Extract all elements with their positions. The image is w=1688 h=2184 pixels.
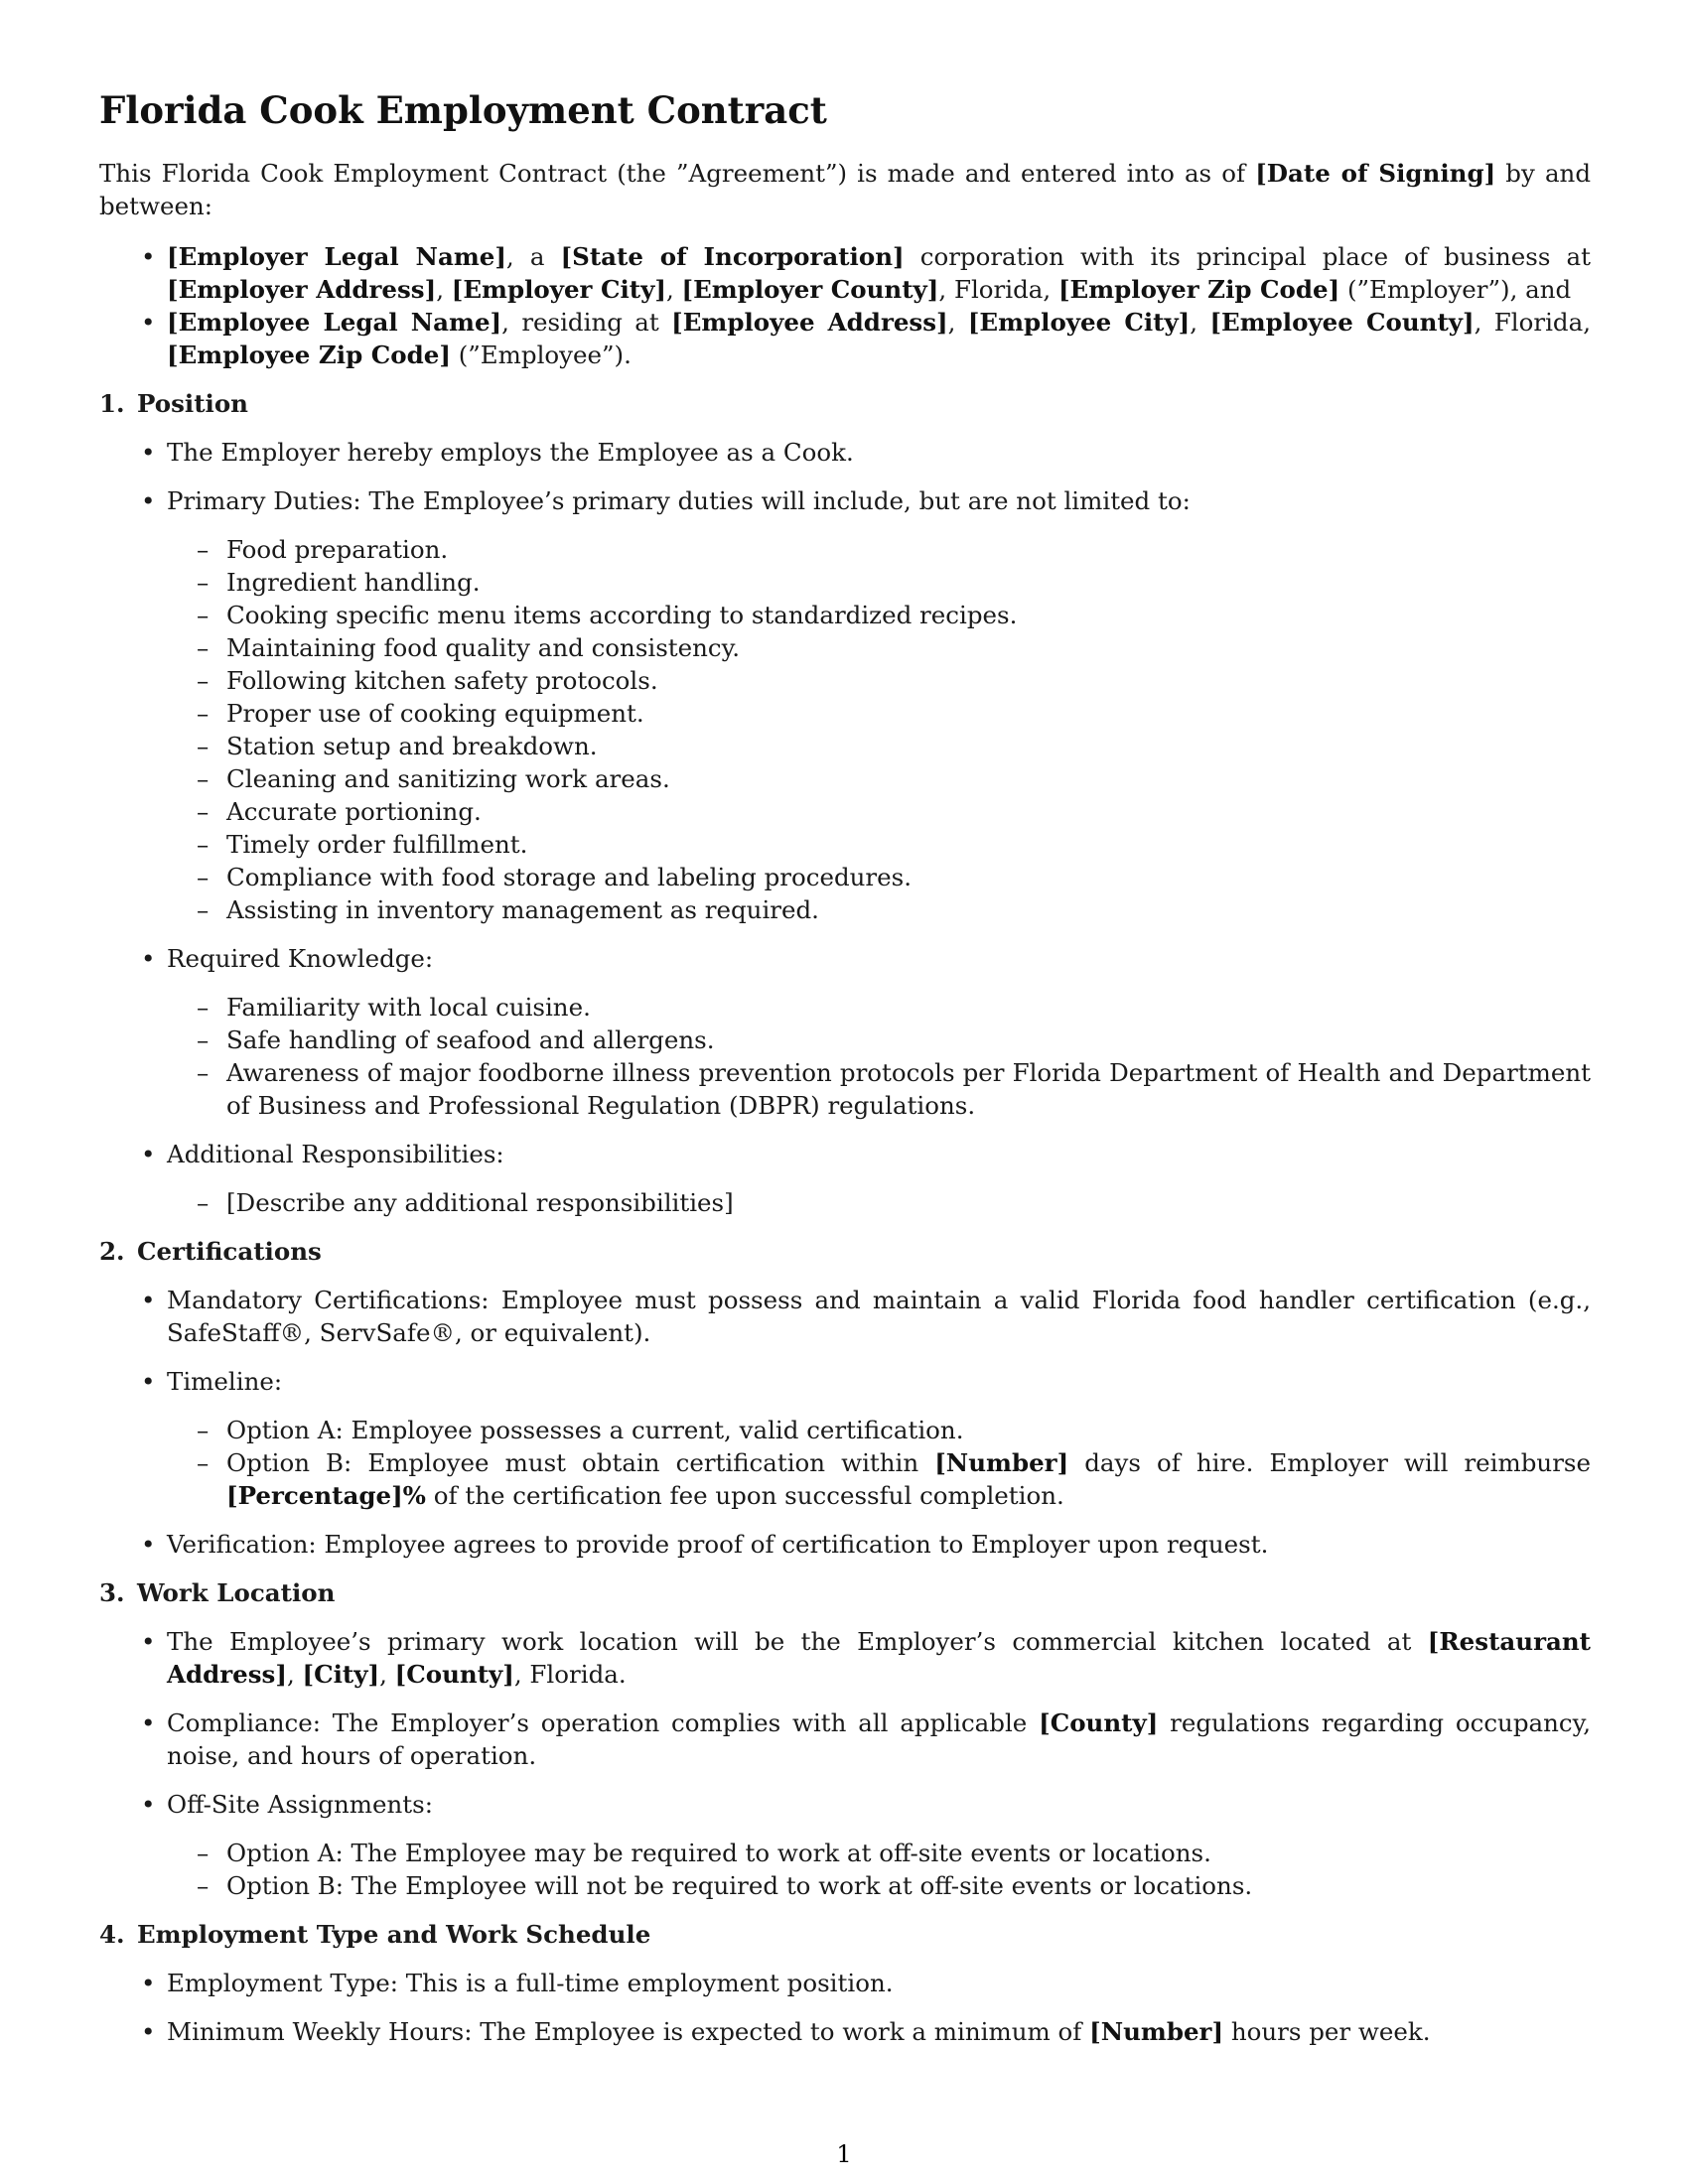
- required-knowledge-item: • Required Knowledge: – Familiarity with local cuisine. – Safe handling of seafood and allergens. – Awareness of major foodborne illness prevention protocols per Florida Department of Health and Department of Business and Professional Regulation (DBPR) regulations.: [167, 942, 1591, 1122]
- timeline-option-b: – Option B: Employee must obtain certification within [Number] days of hire. Employer will reimburse [Percentage]% of the certification fee upon successful completion.: [226, 1446, 1591, 1512]
- duty-item: – Station setup and breakdown.: [226, 730, 1591, 762]
- list-item: • The Employer hereby employs the Employee as a Cook.: [167, 436, 1591, 469]
- verification-item: • Verification: Employee agrees to provide proof of certification to Employer upon request.: [167, 1528, 1591, 1561]
- duty-item: – Accurate portioning.: [226, 795, 1591, 828]
- position-list: [99, 436, 1591, 1219]
- section-position-heading: 1. Position: [99, 389, 248, 418]
- section-employment-type-heading: 4. Employment Type and Work Schedule: [99, 1920, 651, 1949]
- duty-item: – Proper use of cooking equipment.: [226, 697, 1591, 730]
- duties-sublist: [167, 533, 1591, 926]
- employment-type-item: • Employment Type: This is a full-time employment position.: [167, 1967, 1591, 1999]
- duty-item: – Following kitchen safety protocols.: [226, 664, 1591, 697]
- employment-type-list: [99, 1967, 1591, 2048]
- additional-sublist: [167, 1186, 1591, 1219]
- timeline-option-a: – Option A: Employee possesses a current, valid certification.: [226, 1414, 1591, 1446]
- offsite-sublist: [167, 1837, 1591, 1902]
- duty-item: – Cooking specific menu items according to standardized recipes.: [226, 599, 1591, 631]
- knowledge-item: – Safe handling of seafood and allergens.: [226, 1024, 1591, 1056]
- employee-party: • [Employee Legal Name], residing at [Employee Address], [Employee City], [Employee County], Florida, [Employee Zip Code] (”Employee”).: [167, 306, 1591, 371]
- intro-paragraph: This Florida Cook Employment Contract (the ”Agreement”) is made and entered into as of [Date of Signing] by and between:: [99, 159, 1592, 220]
- offsite-option: – Option B: The Employee will not be required to work at off-site events or locations.: [226, 1869, 1591, 1902]
- timeline-sublist: [167, 1414, 1591, 1512]
- offsite-option: – Option A: The Employee may be required to work at off-site events or locations.: [226, 1837, 1591, 1869]
- contract-page: [99, 87, 1591, 2064]
- document-title: Florida Cook Employment Contract: [99, 88, 827, 132]
- knowledge-item: – Awareness of major foodborne illness prevention protocols per Florida Department of Health and Department of Business and Professional Regulation (DBPR) regulations.: [226, 1056, 1591, 1122]
- employer-party: • [Employer Legal Name], a [State of Incorporation] corporation with its principal place of business at [Employer Address], [Employer City], [Employer County], Florida, [Employer Zip Code] (”Employer”), and: [167, 240, 1591, 306]
- duty-item: – Assisting in inventory management as required.: [226, 893, 1591, 926]
- duty-item: – Cleaning and sanitizing work areas.: [226, 762, 1591, 795]
- timeline-item: • Timeline: – Option A: Employee possesses a current, valid certification. – Option B: Employee must obtain certification within [Number] days of hire. Employer will reimburse [Percentage]% of the certification fee upon successful completion.: [167, 1365, 1591, 1512]
- date-of-signing-placeholder: [Date of Signing]: [1255, 159, 1496, 188]
- offsite-assignments-item: • Off-Site Assignments: – Option A: The Employee may be required to work at off-site events or locations. – Option B: The Employee will not be required to work at off-site events or locations.: [167, 1788, 1591, 1902]
- duty-item: – Food preparation.: [226, 533, 1591, 566]
- primary-location-item: • The Employee’s primary work location will be the Employer’s commercial kitchen located at [Restaurant Address], [City], [County], Florida.: [167, 1625, 1591, 1691]
- minimum-hours-item: • Minimum Weekly Hours: The Employee is expected to work a minimum of [Number] hours per week.: [167, 2015, 1591, 2048]
- mandatory-certifications-item: • Mandatory Certifications: Employee must possess and maintain a valid Florida food handler certification (e.g., SafeStaff®, ServSafe®, or equivalent).: [167, 1284, 1591, 1349]
- knowledge-sublist: [167, 991, 1591, 1122]
- compliance-item: • Compliance: The Employer’s operation complies with all applicable [County] regulations regarding occupancy, noise, and hours of operation.: [167, 1706, 1591, 1772]
- section-work-location-heading: 3. Work Location: [99, 1578, 336, 1607]
- section-certifications-heading: 2. Certifications: [99, 1237, 322, 1266]
- knowledge-item: – Familiarity with local cuisine.: [226, 991, 1591, 1024]
- duty-item: – Ingredient handling.: [226, 566, 1591, 599]
- primary-duties-item: • Primary Duties: The Employee’s primary duties will include, but are not limited to: – Food preparation. – Ingredient handling. – Cooking specific menu items according to standardized recipes. – Maintaining food quality and consistency. – Following kitchen safety protocols. – Proper use of cooking equipment. – Station setup and breakdown. – Cleaning and sanitizing work areas. – Accurate portioning. – Timely order fulfillment. – Compliance with food storage and labeling procedures. – Assisting in inventory management as required.: [167, 484, 1591, 926]
- parties-list: [99, 240, 1591, 371]
- duty-item: – Compliance with food storage and labeling procedures.: [226, 861, 1591, 893]
- duty-item: – Maintaining food quality and consistency.: [226, 631, 1591, 664]
- duty-item: – Timely order fulfillment.: [226, 828, 1591, 861]
- additional-responsibilities-item: • Additional Responsibilities: – [Describe any additional responsibilities]: [167, 1138, 1591, 1219]
- work-location-list: [99, 1625, 1591, 1902]
- additional-item: – [Describe any additional responsibilities]: [226, 1186, 1591, 1219]
- certifications-list: [99, 1284, 1591, 1561]
- page-number: 1: [836, 2140, 852, 2168]
